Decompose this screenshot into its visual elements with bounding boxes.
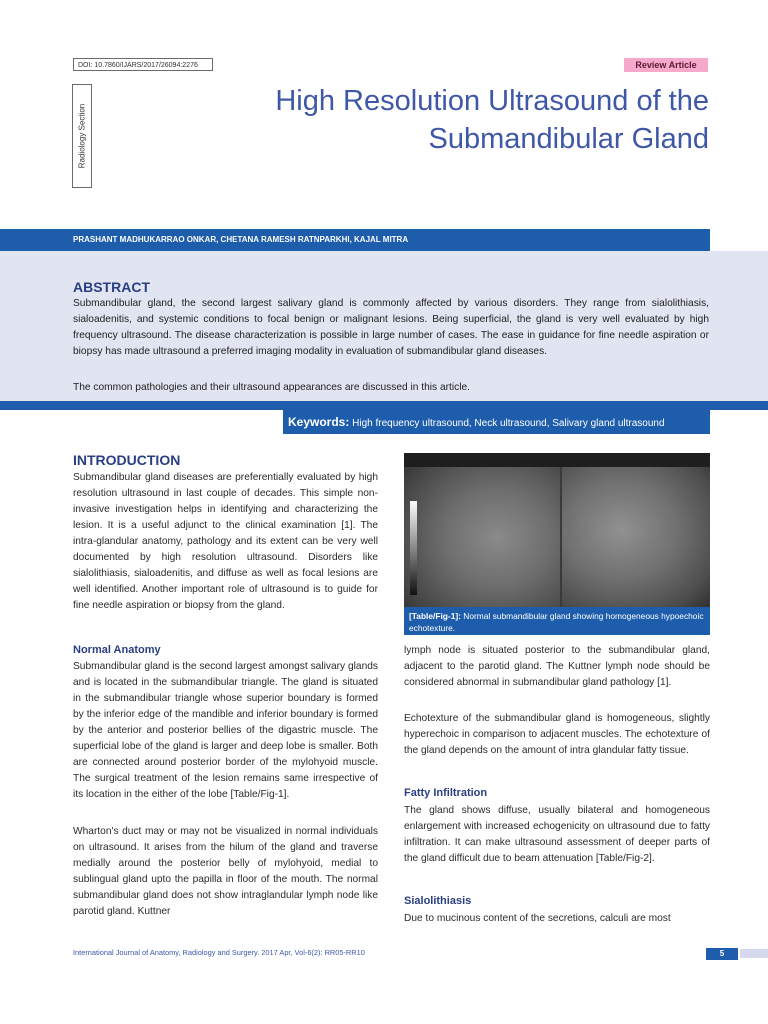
journal-footer: International Journal of Anatomy, Radiology and Surgery. 2017 Apr, Vol-6(2): RR05-RR10 bbox=[73, 948, 365, 957]
ultrasound-figure bbox=[404, 453, 710, 607]
footer-bar bbox=[740, 949, 768, 958]
title-line-2: Submandibular Gland bbox=[428, 123, 709, 155]
abstract-paragraph-1: Submandibular gland, the second largest salivary gland is commonly affected by various disorders. They range from sialolithiasis, sialoadenitis, and systemic conditions to focal benign or malignant lesions. Being superficial, the gland is very well evaluated by high frequency ultrasound. The disease characterization is possible in large number of cases. The ease in guidance for fine needle aspiration or biopsy has made ultrasound a preferred imaging modality in evaluation of submandibular gland diseases. bbox=[73, 298, 709, 357]
section-label-box bbox=[72, 84, 92, 188]
keywords-divider bbox=[0, 401, 768, 410]
sialolithiasis-heading: Sialolithiasis bbox=[404, 895, 472, 907]
right-paragraph-1: lymph node is situated posterior to the submandibular gland, adjacent to the parotid gland. The Kuttner lymph node should be considered abnormal in submandibular gland pathology [1]. bbox=[404, 645, 710, 688]
article-type-badge: Review Article bbox=[624, 58, 708, 72]
figure-caption bbox=[404, 607, 710, 635]
page-number: 5 bbox=[706, 948, 738, 960]
sialolithiasis-paragraph: Due to mucinous content of the secretions, calculi are most bbox=[404, 913, 671, 924]
figure-caption-text: Normal submandibular gland showing homogeneous hypoechoic echotexture. bbox=[409, 611, 704, 633]
ultrasound-image-right bbox=[562, 453, 710, 607]
right-paragraph-2: Echotexture of the submandibular gland is homogeneous, slightly hyperechoic in comparison to adjacent muscles. The echotexture of the gland depends on the amount of intra glandular fatty tissue. bbox=[404, 713, 710, 756]
authors-bar: PRASHANT MADHUKARRAO ONKAR, CHETANA RAMESH RATNPARKHI, KAJAL MITRA bbox=[0, 229, 710, 251]
title-line-1: High Resolution Ultrasound of the bbox=[275, 85, 709, 117]
normal-anatomy-heading: Normal Anatomy bbox=[73, 644, 161, 656]
abstract-paragraph-2: The common pathologies and their ultrasound appearances are discussed in this article. bbox=[73, 382, 470, 393]
doi-label: DOI: 10.7860/IJARS/2017/26094:2276 bbox=[73, 58, 213, 71]
introduction-heading: INTRODUCTION bbox=[73, 452, 181, 468]
grayscale-bar bbox=[410, 501, 417, 595]
article-title bbox=[275, 82, 709, 158]
keywords-box bbox=[283, 410, 710, 434]
figure-caption-label: [Table/Fig-1]: bbox=[409, 611, 461, 621]
keywords-text: High frequency ultrasound, Neck ultrasound, Salivary gland ultrasound bbox=[352, 418, 665, 429]
section-label: Radiology Section bbox=[77, 103, 87, 169]
ultrasound-header-strip bbox=[404, 453, 710, 467]
fatty-infiltration-paragraph: The gland shows diffuse, usually bilateral and homogeneous enlargement with increased echogenicity on ultrasound due to fatty infiltration. It can make ultrasound assessment of deeper parts of the gland difficult due to beam attenuation [Table/Fig-2]. bbox=[404, 805, 710, 864]
anatomy-paragraph-1: Submandibular gland is the second largest amongst salivary glands and is located in the submandibular triangle. The gland is situated in the submandibular triangle whose superior boundary is formed by the inferior edge of the mandible and inferior boundary is formed by the anterior and posterior bellies of the digastric muscle. The superficial lobe of the gland is larger and deep lobe is smaller. Both are connected around posterior border of the mylohyoid muscle. The surgical treatment of the lesion remains same irrespective of its location in the either of the lobe [Table/Fig-1]. bbox=[73, 661, 378, 800]
ultrasound-image-left bbox=[404, 453, 560, 607]
fatty-infiltration-heading: Fatty Infiltration bbox=[404, 787, 488, 799]
abstract-heading: ABSTRACT bbox=[73, 279, 150, 295]
anatomy-paragraph-2: Wharton's duct may or may not be visualized in normal individuals on ultrasound. It arises from the hilum of the gland and traverse medially around the posterior belly of mylohyoid, medial to sublingual gland upto the papilla in floor of the mouth. The normal submandibular gland does not show intraglandular lymph node like parotid gland. Kuttner bbox=[73, 826, 378, 917]
keywords-label: Keywords: bbox=[288, 415, 350, 429]
introduction-paragraph: Submandibular gland diseases are preferentially evaluated by high resolution ultrasound in last couple of decades. This simple non-invasive investigation helps in identifying and characterizing the lesion. It is a useful adjunct to the clinical examination [1]. The intra-glandular anatomy, pathology and its extent can be very well documented by high resolution ultrasound. Disorders like sialolithiasis, sialoadenitis, and diffuse as well as focal lesions are well identified. Another important role of ultrasound is to guide for fine needle aspiration or biopsy from the gland. bbox=[73, 472, 378, 611]
